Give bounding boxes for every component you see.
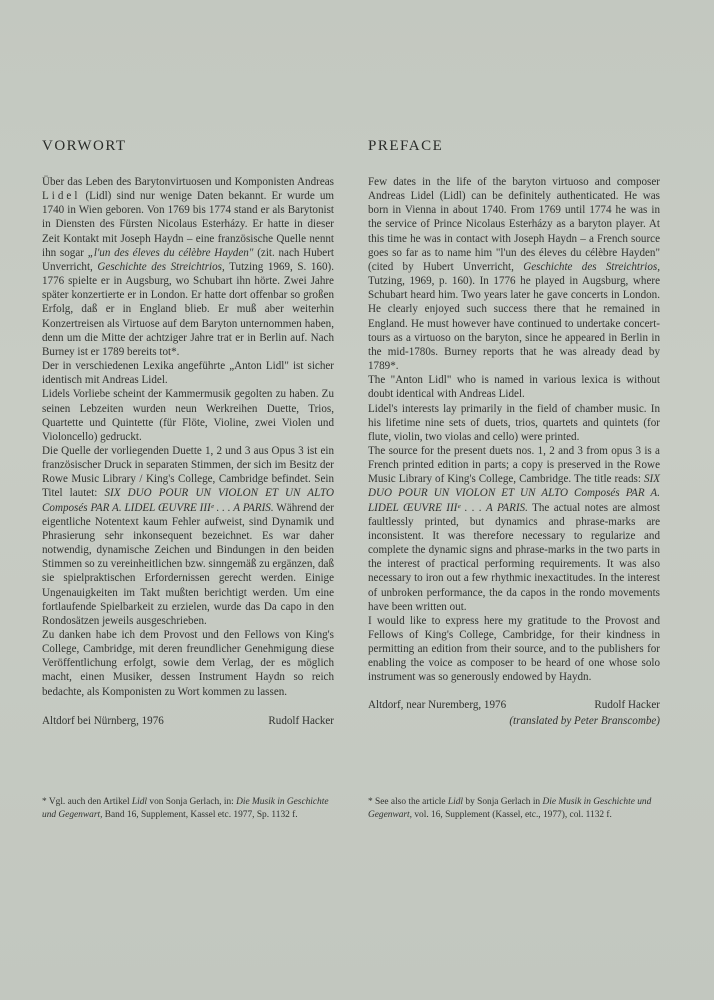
preface-author: Rudolf Hacker bbox=[594, 698, 660, 711]
preface-body bbox=[368, 175, 660, 685]
preface-paragraph-1: Few dates in the life of the baryton virtuoso and composer Andreas Lidel (Lidl) can be definitely authenticated. He was born in Vienna in about 1740. From 1769 until 1774 he was in the service of Prince Nicolaus Esterházy as a baryton player. At this time he was in contact with Joseph Haydn – a French source goes so far as to name him "l'un des éleves du célèbre Hayden" (cited by Hubert Unverricht, Geschichte des Streichtrios, Tutzing, 1969, p. 160). In 1776 he played in Augsburg, where Schubart heard him. Two years later he gave concerts in London. He clearly enjoyed such success there that he remained in England. He must however have continued to undertake concert-tours as a virtuoso on the baryton, since he appeared in Berlin in the mid-1780s. Burney reports that he was already dead by 1789*. bbox=[368, 176, 661, 373]
vorwort-paragraph-2: Der in verschiedenen Lexika angeführte „Anton Lidl" ist sicher identisch mit Andreas Lidel. bbox=[42, 360, 334, 387]
vorwort-heading: VORWORT bbox=[42, 138, 127, 154]
vorwort-footnote: * Vgl. auch den Artikel Lidl von Sonja Gerlach, in: Die Musik in Geschichte und Gegenwart, Band 16, Supplement, Kassel etc. 1977, Sp. 1132 f. bbox=[42, 797, 329, 820]
vorwort-signature bbox=[42, 715, 334, 727]
preface-footnote: * See also the article Lidl by Sonja Gerlach in Die Musik in Geschichte und Gegenwart, vol. 16, Supplement (Kassel, etc., 1977), col. 1132 f. bbox=[368, 797, 652, 820]
preface-paragraph-3: Lidel's interests lay primarily in the field of chamber music. In his lifetime nine sets of duets, trios, quartets and quintets (for flute, violin, two violas and cello) were printed. bbox=[368, 402, 660, 443]
preface-heading: PREFACE bbox=[368, 138, 444, 154]
preface-column bbox=[368, 138, 660, 727]
preface-paragraph-5: I would like to express here my gratitude to the Provost and Fellows of King's College, Cambridge, for their kindness in permitting an edition from their source, and to the publishers for enabling the voice as composer to be heard of one whose solo instrument was so generously endowed by Haydn. bbox=[368, 614, 660, 684]
vorwort-author: Rudolf Hacker bbox=[268, 714, 334, 727]
preface-translator: (translated by Peter Branscombe) bbox=[509, 714, 660, 727]
vorwort-body bbox=[42, 175, 334, 699]
preface-paragraph-2: The "Anton Lidl" who is named in various lexica is without doubt identical with Andreas Lidel. bbox=[368, 374, 660, 401]
vorwort-paragraph-4: Die Quelle der vorliegenden Duette 1, 2 und 3 aus Opus 3 ist ein französischer Druck in separaten Stimmen, der sich im Besitz der Rowe Music Library / King's College, Cambridge befindet. Sein Titel lautet: SIX DUO POUR UN VIOLON ET UN ALTO Composés PAR A. LIDEL ŒUVRE IIIᵉ . . . A PARIS. Während der eigentliche Notentext kaum Fehler aufweist, sind Dynamik und Phrasierung sehr inkonsequent bezeichnet. Es war daher notwendig, dynamische Zeichen und Bindungen in den beiden Stimmen so zu vereinheitlichen bzw. sinngemäß zu ergänzen, daß sie spielpraktischen Erfordernissen gerecht werden. Einige Ungenauigkeiten im Takt mußten berichtigt werden. Um eine fortlaufende Spielbarkeit zu erzielen, wurde das Da capo in den Rondosätzen jeweils ausgeschrieben. bbox=[42, 444, 334, 627]
vorwort-column bbox=[42, 138, 334, 727]
preface-signature bbox=[368, 699, 660, 711]
preface-place-date: Altdorf, near Nuremberg, 1976 bbox=[368, 698, 507, 711]
preface-paragraph-4: The source for the present duets nos. 1, 2 and 3 from opus 3 is a French printed edition in parts; a copy is preserved in the Rowe Music Library of King's College, Cambridge. The title reads: SIX DUO POUR UN VIOLON ET UN ALTO Composés PAR A. LIDEL ŒUVRE IIIᵉ . . . A PARIS. The actual notes are almost faultlessly printed, but dynamics and phrase-marks are inconsistent. It was therefore necessary to regularize and complete the dynamic signs and phrase-marks in the two parts in the interest of practical performing requirements. It was also necessary to iron out a few rhythmic inexactitudes. In the interest of unbroken performance, the da capos in the rondo movements have been written out. bbox=[368, 444, 660, 613]
vorwort-paragraph-1: Über das Leben des Barytonvirtuosen und Komponisten Andreas Lidel (Lidl) sind nur wenige Daten bekannt. Er wurde um 1740 in Wien geboren. Von 1769 bis 1774 stand er als Barytonist in Diensten des Fürsten Nicolaus Esterházy. Er hatte in dieser Zeit Kontakt mit Joseph Haydn – eine französische Quelle nennt ihn sogar „l'un des éleves du célèbre Hayden" (zit. nach Hubert Unverricht, Geschichte des Streichtrios, Tutzing 1969, S. 160). 1776 spielte er in Augsburg, wo Schubart ihn hörte. Zwei Jahre später konzertierte er in London. Er hatte dort offenbar so großen Erfolg, daß er in England blieb. Er muß aber weiterhin Konzertreisen als Virtuose auf dem Baryton unternommen haben, denn um die Mitte der achtziger Jahre trat er in Berlin auf. Nach Burney ist er 1789 bereits tot*. bbox=[42, 176, 334, 358]
vorwort-paragraph-5: Zu danken habe ich dem Provost und den Fellows von King's College, Cambridge, mit deren freundlicher Genehmigung diese Veröffentlichung erfolgt, sowie dem Verlag, der es möglich macht, einen Musiker, dessen Instrument Haydn so reich bedachte, als Komponisten zu Wort kommen zu lassen. bbox=[42, 629, 334, 698]
vorwort-place-date: Altdorf bei Nürnberg, 1976 bbox=[42, 714, 164, 727]
vorwort-paragraph-3: Lidels Vorliebe scheint der Kammermusik gegolten zu haben. Zu seinen Lebzeiten wurden neun Werkreihen Duette, Trios, Quartette und Quintette (für Flöte, Violine, zwei Violen und Violoncello) gedruckt. bbox=[42, 388, 334, 443]
